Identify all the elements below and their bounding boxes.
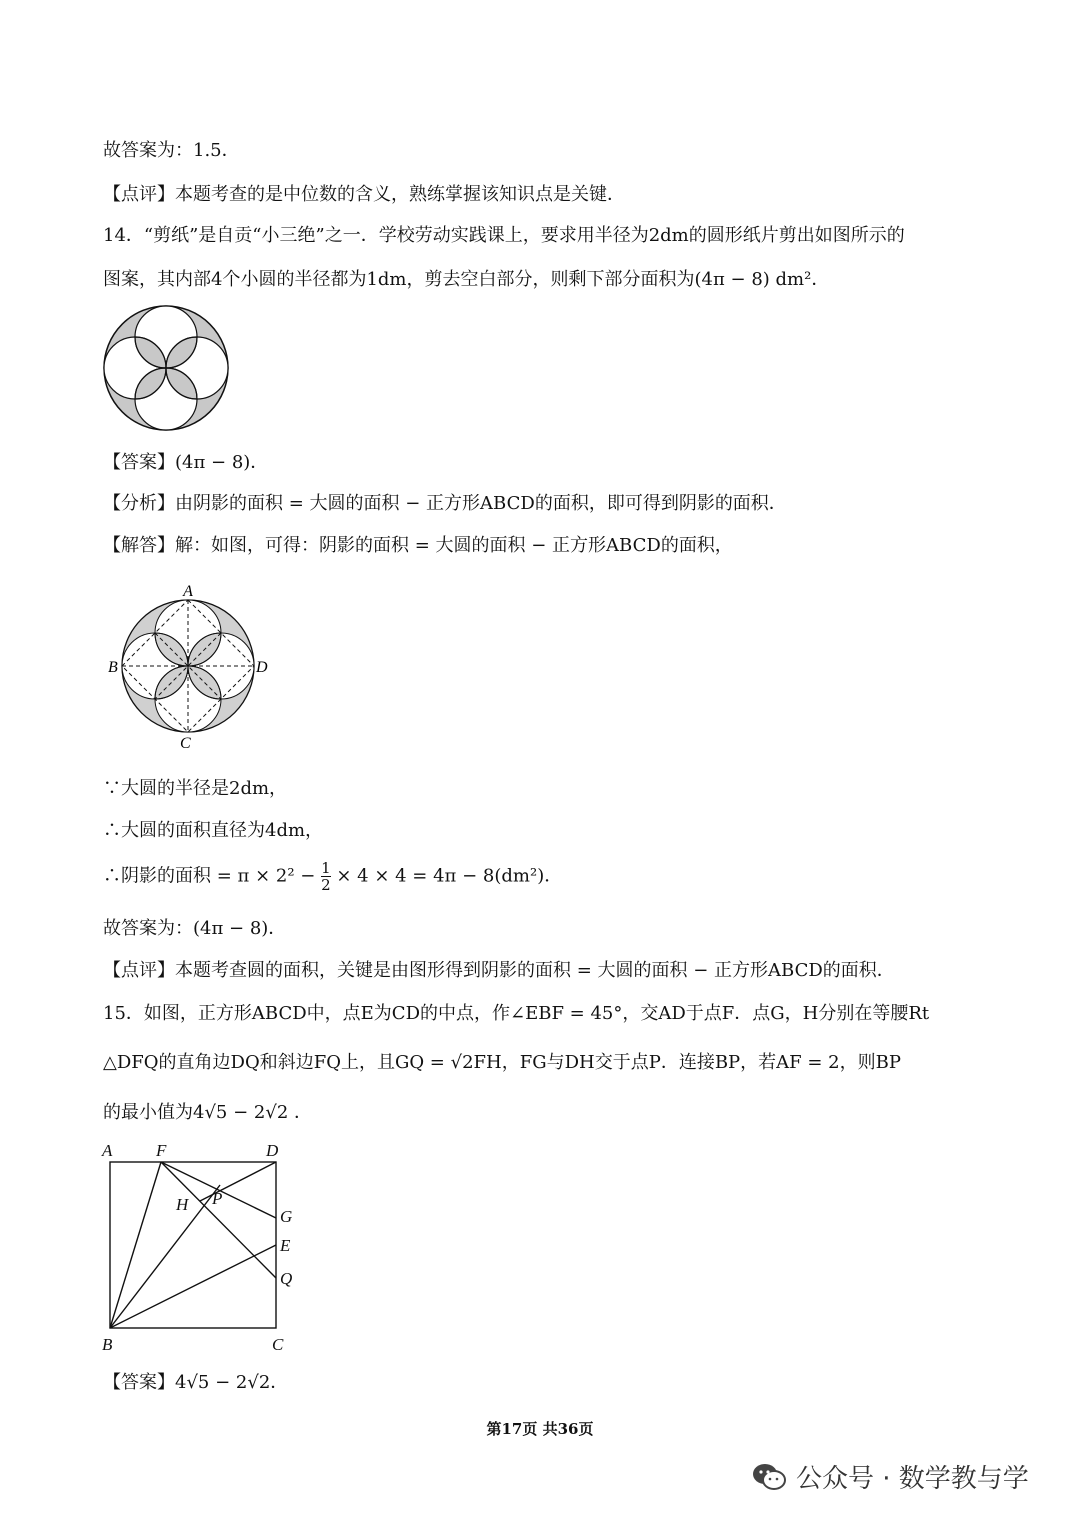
final-answer-14: 故答案为：(4π − 8)．	[103, 918, 287, 939]
comment-line-13: 【点评】本题考查的是中位数的含义，熟练掌握该知识点是关键．	[103, 184, 625, 205]
label-B: B	[108, 659, 118, 676]
page-footer: 第17页 共36页	[486, 1420, 594, 1438]
question-15-line-1: 15．如图，正方形ABCD中，点E为CD的中点，作∠EBF = 45°，交AD于点F．点G，H分别在等腰Rt	[103, 1003, 930, 1024]
step-1: ∵大圆的半径是2dm，	[103, 778, 288, 799]
label-Q: Q	[280, 1269, 293, 1288]
label-B: B	[102, 1335, 113, 1354]
figure-abcd-square	[104, 582, 280, 752]
answer-15: 【答案】4√5 − 2√2．	[103, 1372, 289, 1393]
wechat-watermark	[752, 1458, 1029, 1495]
step-3	[103, 860, 562, 893]
solution-14: 【解答】解：如图，可得：阴影的面积 = 大圆的面积 − 正方形ABCD的面积，	[103, 535, 733, 556]
figure-paper-cut	[100, 302, 232, 434]
label-A: A	[102, 1141, 113, 1160]
fraction-numerator: 1	[321, 859, 331, 877]
watermark-text: 公众号 · 数学教与学	[796, 1464, 1029, 1494]
label-P: P	[212, 1189, 223, 1208]
label-C: C	[180, 735, 191, 752]
figure-square-geometry	[96, 1138, 306, 1354]
question-14-line-1: 14．“剪纸”是自贡“小三绝”之一．学校劳动实践课上，要求用半径为2dm的圆形纸片剪出如图所示的	[103, 225, 905, 246]
wechat-icon	[752, 1462, 786, 1492]
fraction-half	[321, 860, 331, 893]
fraction-denominator: 2	[321, 876, 331, 894]
step-2: ∴大圆的面积直径为4dm，	[103, 820, 324, 841]
label-A: A	[183, 583, 193, 600]
answer-14: 【答案】(4π − 8)．	[103, 452, 269, 473]
step-3-pre: ∴阴影的面积 = π × 2² −	[103, 865, 322, 887]
question-15-line-2: △DFQ的直角边DQ和斜边FQ上，且GQ = √2FH，FG与DH交于点P．连接BP，若AF = 2，则BP	[103, 1052, 901, 1073]
question-14-line-2: 图案，其内部4个小圆的半径都为1dm，剪去空白部分，则剩下部分面积为(4π − 8) dm²．	[103, 269, 830, 290]
label-G: G	[280, 1207, 293, 1226]
answer-line-1: 故答案为：1.5．	[103, 140, 240, 161]
comment-14: 【点评】本题考查圆的面积，关键是由图形得到阴影的面积 = 大圆的面积 − 正方形ABCD的面积．	[103, 960, 895, 981]
step-3-post: × 4 × 4 = 4π − 8(dm²)．	[330, 865, 563, 887]
analysis-14: 【分析】由阴影的面积 = 大圆的面积 − 正方形ABCD的面积，即可得到阴影的面积．	[103, 493, 787, 514]
label-C: C	[272, 1335, 284, 1354]
label-D: D	[256, 659, 268, 676]
label-E: E	[280, 1236, 291, 1255]
label-F: F	[156, 1141, 167, 1160]
label-D: D	[266, 1141, 279, 1160]
label-H: H	[176, 1195, 189, 1214]
question-15-line-3: 的最小值为4√5 − 2√2 ．	[103, 1102, 312, 1123]
